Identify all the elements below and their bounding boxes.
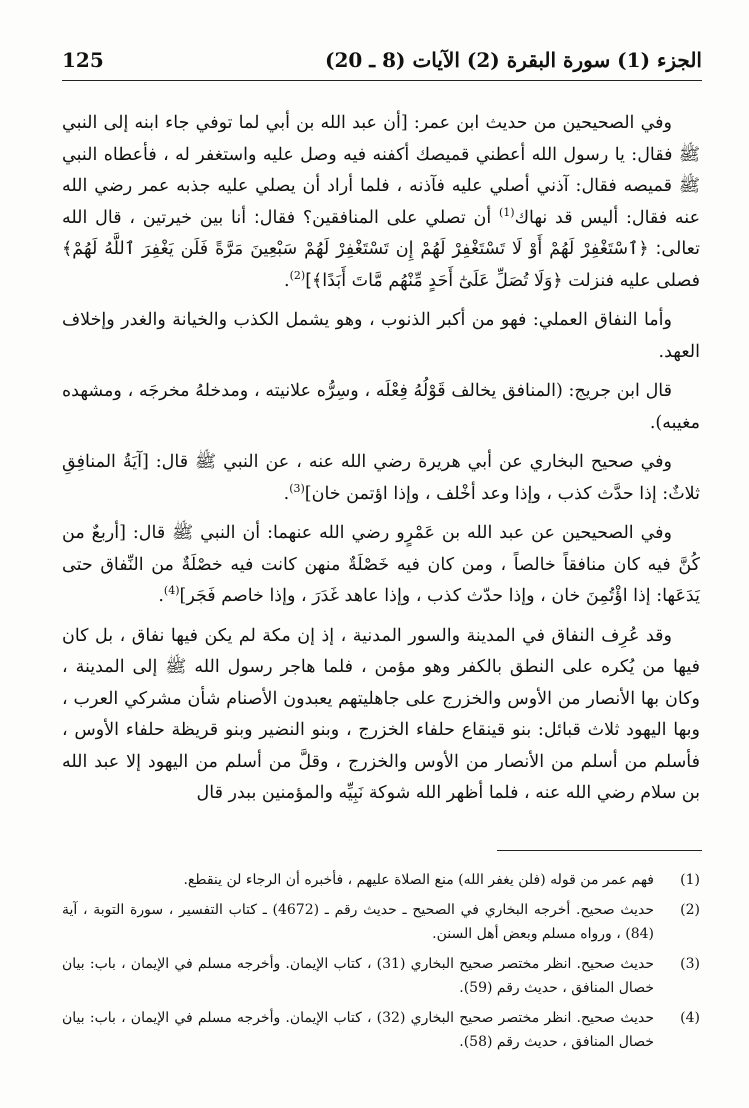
paragraph-hadith-ibn-umar [62,108,700,297]
footnote-number: (4) [680,1010,700,1026]
paragraph-text: وفي صحيح البخاري عن أبي هريرة رضي الله عنه ، عن النبي ﷺ قال: [آيَةُ المنافِقِ ثلاثٌ: إذا حدَّث كذب ، وإذا وعد أخْلف ، وإذا اؤتمن خان] [62,452,700,504]
footnote-text: حديث صحيح. انظر مختصر صحيح البخاري (31) ، كتاب الإيمان. وأخرجه مسلم في الإيمان ، باب: بيان خصال المنافق ، حديث رقم (59). [62,956,655,996]
footnote-ref: (2) [289,268,306,282]
paragraph-practical-hypocrisy: وأما النفاق العملي: فهو من أكبر الذنوب ، وهو يشمل الكذب والخيانة والغدر وإخلاف العهد. [62,310,700,362]
header-rule [62,80,702,81]
footnote [62,898,700,946]
paragraph-end: . [158,586,164,606]
footnote-ref: (1) [498,205,515,219]
footnote-ref: (4) [163,584,180,598]
footnote-text: فهم عمر من قوله (فلن يغفر الله) منع الصلاة عليهم ، فأخبره أن الرجاء لن ينقطع. [183,872,654,888]
footnote [62,1006,700,1054]
paragraph-text: أن تصلي على المنافقين؟ فقال: أنا بين خيرتين ، قال الله تعالى: ﴿ٱسْتَغْفِرْ لَهُمْ أَوْ لَا تَسْتَغْفِرْ لَهُمْ إِن تَسْتَغْفِرْ لَهُمْ سَبْعِينَ مَرَّةً فَلَن يَغْفِرَ ٱللَّهُ لَهُمْ﴾ فصلى عليه فنزلت ﴿وَلَا تُصَلِّ عَلَىٰٓ أَحَدٍ مِّنْهُم مَّاتَ أَبَدًا﴾] [62,207,700,291]
paragraph-ibn-jurayj: قال ابن جريج: (المنافق يخالف قَوْلُهُ فِعْلَه ، وسِرُّه علانيته ، ومدخلهُ مخرجَه ، ومشهده مغيبه). [62,381,700,433]
footnote-number: (3) [680,956,700,972]
footnote-text: حديث صحيح. انظر مختصر صحيح البخاري (32) ، كتاب الإيمان. وأخرجه مسلم في الإيمان ، باب: بيان خصال المنافق ، حديث رقم (58). [62,1010,655,1050]
paragraph-madinah: وقد عُرِف النفاق في المدينة والسور المدنية ، إذ إن مكة لم يكن فيها نفاق ، بل كان فيها من يُكره على النطق بالكفر وهو مؤمن ، فلما هاجر رسول الله ﷺ إلى المدينة ، وكان بها الأنصار من الأوس والخزرج على جاهليتهم يعبدون الأصنام شأن مشركي العرب ، وبها اليهود ثلاث قبائل: بنو قينقاع حلفاء الخزرج ، وبنو النضير وبنو قريظة حلفاء الأوس ، فأسلم من أسلم من الأنصار من الأوس والخزرج ، وقلَّ من أسلم من اليهود إلا عبد الله بن سلام رضي الله عنه ، فلما أظهر الله شوكة نَبِيِّه والمؤمنين ببدر قال [62,625,700,803]
paragraph-end: . [284,270,290,291]
footnote [62,868,700,892]
paragraph-bukhari [62,447,700,510]
footnote [62,952,700,1000]
running-header [62,38,702,78]
footnote-ref: (3) [289,481,305,495]
main-text [62,108,700,818]
page-number: 125 [62,48,104,72]
paragraph-abdullah-ibn-amr [62,518,700,613]
header-title: الجزء (1) سورة البقرة (2) الآيات (8 ـ 20) [325,48,702,72]
footnotes [62,868,700,1060]
paragraph-text: وفي الصحيحين عن عبد الله بن عَمْرٍو رضي الله عنهما: أن النبي ﷺ قال: [أربعٌ من كُنَّ فيه كان منافقاً خالصاً ، ومن كان فيه خَصْلَةٌ منهن كانت فيه خصْلَةٌ من النِّفاق حتى يَدَعَها: إذا اؤْتُمِنَ خان ، وإذا حدّث كذب ، وإذا عاهد غَدَرَ ، وإذا خاصم فَجَر] [62,523,700,606]
footnote-separator [497,850,702,851]
paragraph-end: . [283,483,290,504]
paragraph-text: وفي الصحيحين من حديث ابن عمر: [أن عبد الله بن أبي لما توفي جاء ابنه إلى النبي ﷺ فقال: يا رسول الله أعطني قميصك أكفنه فيه وصل عليه واستغفر له ، فأعطاه النبي ﷺ قميصه فقال: آذني أصلي عليه فآذنه ، فلما أراد أن يصلي عليه جذبه عمر رضي الله عنه فقال: أليس قد نهاك [62,113,701,228]
footnote-text: حديث صحيح. أخرجه البخاري في الصحيح ـ حديث رقم ـ (4672) ـ كتاب التفسير ، سورة التوبة ، آية (84) ، ورواه مسلم وبعض أهل السنن. [62,902,654,942]
footnote-number: (1) [680,872,700,888]
footnote-number: (2) [680,902,700,918]
